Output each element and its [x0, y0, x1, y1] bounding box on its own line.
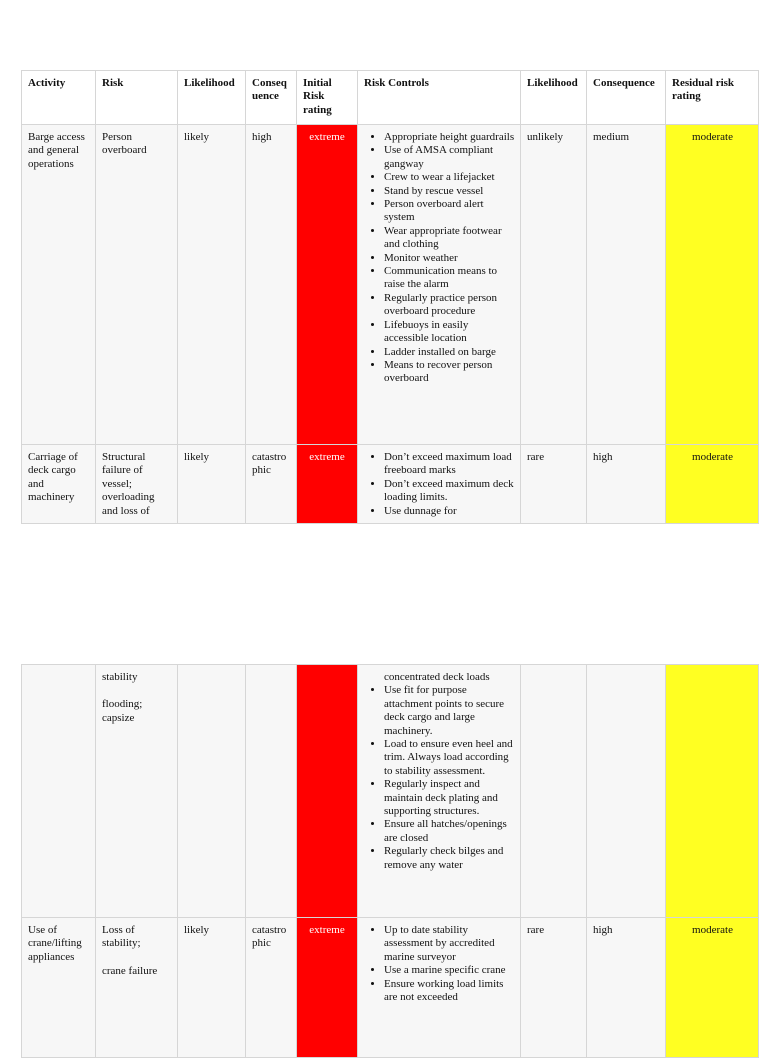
list-item: • Don’t exceed maximum deck loading limits. [384, 478, 515, 505]
risk-line: Loss of stability; [102, 924, 141, 950]
list-item: • Monitor weather [384, 252, 515, 265]
residual-rating-cell: moderate [666, 918, 759, 1058]
list-item: • Appropriate height guardrails [384, 131, 515, 144]
consequence-cell: catastro phic [246, 445, 297, 524]
list-item: • Person overboard alert system [384, 198, 515, 225]
list-item: • Don’t exceed maximum load freeboard marks [384, 451, 515, 478]
residual-consequence-cell: high [587, 445, 666, 524]
residual-likelihood-cell: rare [521, 445, 587, 524]
initial-rating-cell: extreme [297, 918, 358, 1058]
residual-likelihood-cell: unlikely [521, 125, 587, 445]
consequence-cell: high [246, 125, 297, 445]
residual-consequence-cell: medium [587, 125, 666, 445]
residual-rating-cell: moderate [666, 445, 759, 524]
header-initial-risk-rating: Initial Risk rating [297, 71, 358, 125]
activity-cell [22, 665, 96, 918]
list-item: • Wear appropriate footwear and clothing [384, 225, 515, 252]
likelihood-cell: likely [178, 445, 246, 524]
table-row [22, 445, 759, 524]
list-item: • Regularly check bilges and remove any water [384, 845, 515, 872]
likelihood-cell: likely [178, 918, 246, 1058]
header-residual-consequence: Consequence [587, 71, 666, 125]
residual-likelihood-cell: rare [521, 918, 587, 1058]
consequence-cell: catastro phic [246, 918, 297, 1058]
header-risk-controls: Risk Controls [358, 71, 521, 125]
list-item: • Load to ensure even heel and trim. Always load according to stability assessment. [384, 738, 515, 778]
risk-cell [96, 918, 178, 1058]
list-item: • Use of AMSA compliant gangway [384, 144, 515, 171]
table-row [22, 665, 759, 918]
header-consequence: Conseq uence [246, 71, 297, 125]
risk-controls-cell [358, 445, 521, 524]
header-risk: Risk [96, 71, 178, 125]
controls-list [364, 451, 515, 518]
likelihood-cell [178, 665, 246, 918]
header-residual-risk-rating: Residual risk rating [666, 71, 759, 125]
risk-line: flooding; capsize [102, 698, 143, 724]
risk-line: crane failure [102, 964, 158, 977]
activity-cell: Barge access and general operations [22, 125, 96, 445]
risk-table-page-2 [21, 664, 759, 1058]
initial-rating-cell: extreme [297, 125, 358, 445]
residual-rating-cell [666, 665, 759, 918]
residual-consequence-cell [587, 665, 666, 918]
controls-list [364, 924, 515, 1004]
initial-rating-cell [297, 665, 358, 918]
risk-cell [96, 665, 178, 918]
risk-cell: Person overboard [96, 125, 178, 445]
activity-cell: Use of crane/lifting appliances [22, 918, 96, 1058]
list-item: • Use dunnage for [384, 505, 515, 518]
list-item: • Ladder installed on barge [384, 346, 515, 359]
header-activity: Activity [22, 71, 96, 125]
list-item: • Crew to wear a lifejacket [384, 171, 515, 184]
controls-list [364, 131, 515, 386]
controls-list [364, 684, 515, 872]
consequence-cell [246, 665, 297, 918]
residual-likelihood-cell [521, 665, 587, 918]
residual-consequence-cell: high [587, 918, 666, 1058]
list-item: • Ensure all hatches/openings are closed [384, 818, 515, 845]
list-item: • Up to date stability assessment by accredited marine surveyor [384, 924, 515, 964]
residual-rating-cell: moderate [666, 125, 759, 445]
table-row [22, 918, 759, 1058]
list-item: • Communication means to raise the alarm [384, 265, 515, 292]
likelihood-cell: likely [178, 125, 246, 445]
risk-line: stability [102, 671, 138, 683]
risk-cell: Structural failure of vessel; overloading and loss of [96, 445, 178, 524]
list-item: • Lifebuoys in easily accessible location [384, 319, 515, 346]
list-item: • Use fit for purpose attachment points to secure deck cargo and large machinery. [384, 684, 515, 738]
header-residual-likelihood: Likelihood [521, 71, 587, 125]
initial-rating-cell: extreme [297, 445, 358, 524]
activity-cell: Carriage of deck cargo and machinery [22, 445, 96, 524]
list-item: • Regularly inspect and maintain deck plating and supporting structures. [384, 778, 515, 818]
list-item: • Stand by rescue vessel [384, 185, 515, 198]
header-row [22, 71, 759, 125]
table-row [22, 125, 759, 445]
header-likelihood: Likelihood [178, 71, 246, 125]
risk-controls-cell [358, 918, 521, 1058]
risk-controls-cell [358, 665, 521, 918]
list-item: • Regularly practice person overboard procedure [384, 292, 515, 319]
list-item: • Means to recover person overboard [384, 359, 515, 386]
risk-table-page-1 [21, 70, 759, 524]
risk-controls-cell [358, 125, 521, 445]
controls-continuation: concentrated deck loads [384, 671, 490, 683]
list-item: • Ensure working load limits are not exceeded [384, 978, 515, 1005]
list-item: • Use a marine specific crane [384, 964, 515, 977]
